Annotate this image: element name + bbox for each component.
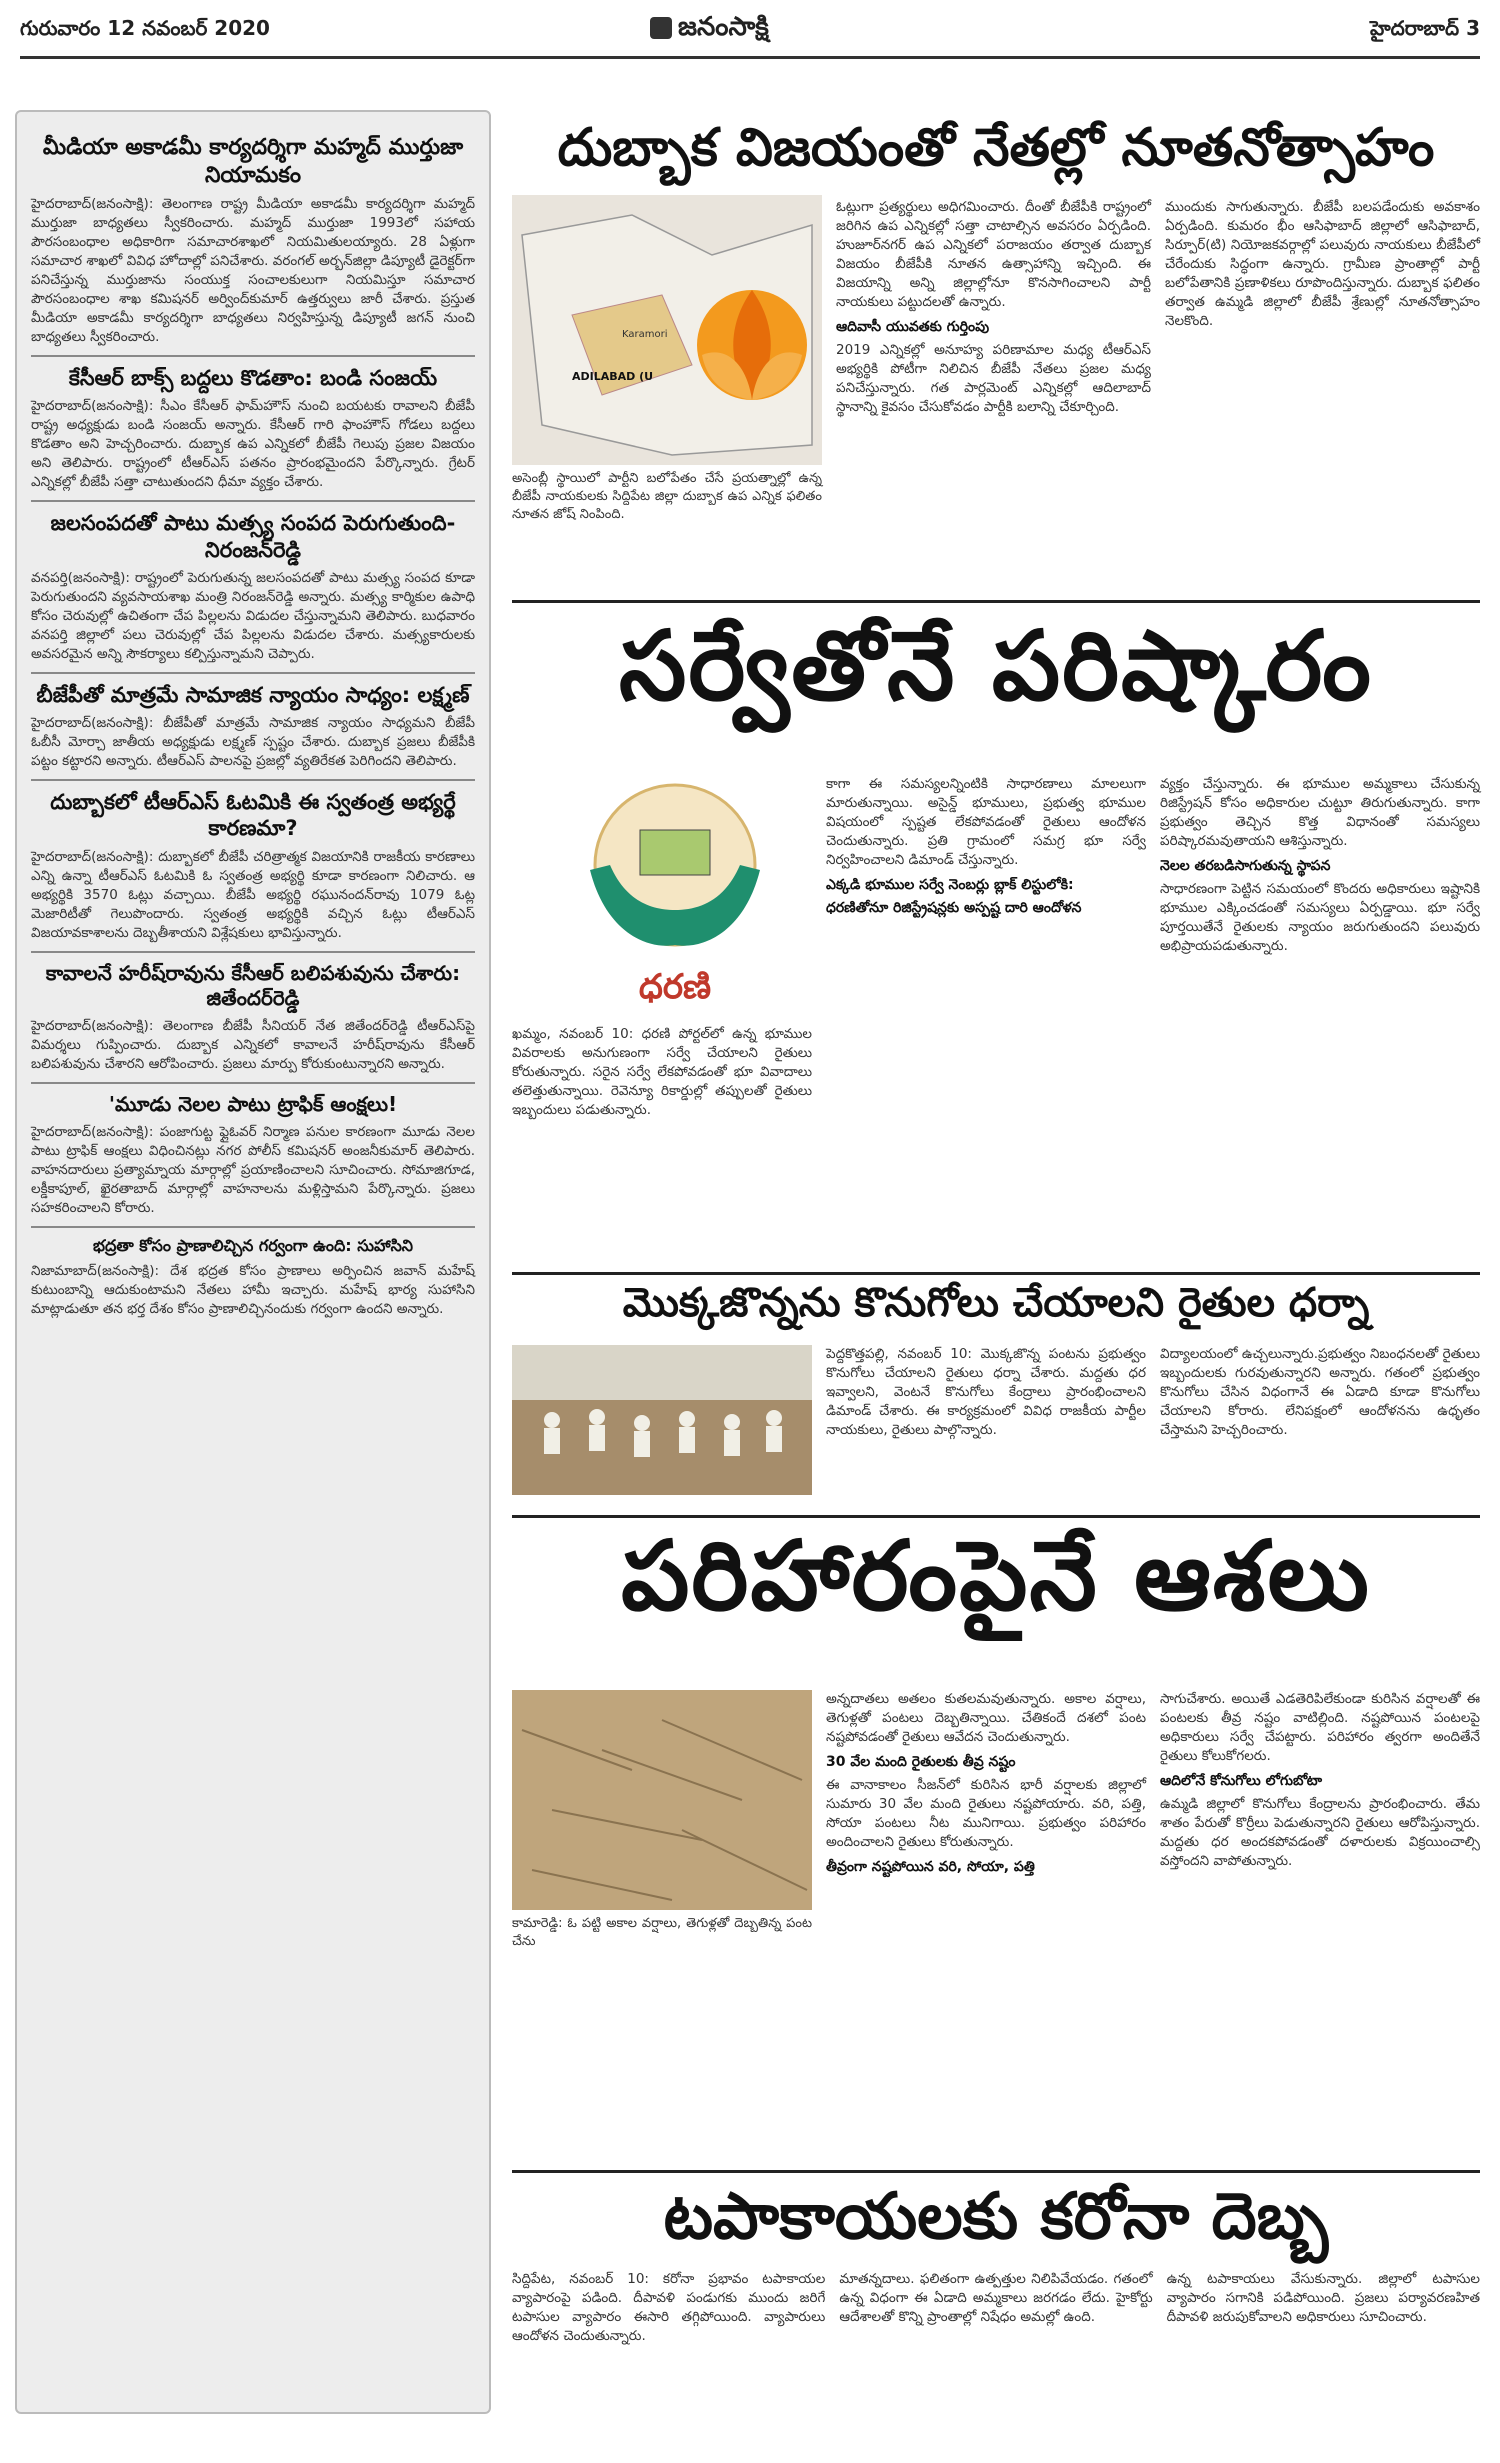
story-survey-body (826, 775, 1480, 1255)
story-subhead: ఆదిలోనే కోనుగోలు లోగుబోటా (1160, 1773, 1323, 1789)
field-background (512, 1690, 812, 1910)
page-header (20, 6, 1480, 59)
story-column (512, 2270, 825, 2420)
sidebar-headline-4: బీజేపీతో మాత్రమే సామాజిక న్యాయం సాధ్యం: లక్ష్మణ్ (36, 682, 470, 707)
headline-farmers-dharna: మొక్కజొన్నను కొనుగోలు చేయాలని రైతుల ధర్నా (622, 1280, 1370, 1326)
dharani-logo (545, 770, 805, 1015)
sky-area (512, 1345, 812, 1400)
story-paragraph: సాగుచేశారు. అయితే ఎడతెరిపిలేకుండా కురిసిన వర్షాలతో ఈ పంటలకు తీవ్ర నష్టం వాటిల్లింది. నష్టపోయిన పంటలపై అధికారులు సర్వే చేపట్టారు. పరిహారం త్వరగా అందితేనే రైతులు కోలుకోగలరు. (1160, 1691, 1480, 1764)
divider (31, 951, 475, 953)
story-paragraph: పెద్దకొత్తపల్లి, నవంబర్ 10: మొక్కజొన్న పంటను ప్రభుత్వం కొనుగోలు చేయాలని రైతులు ధర్నా చేశారు. మద్దతు ధర ఇవ్వాలని, వెంటనే కొనుగోలు కేంద్రాలు ప్రారంభించాలని డిమాండ్ చేశారు. ఈ కార్యక్రమంలో వివిధ రాజకీయ పార్టీల నాయకులు, రైతులు పాల్గొన్నారు. (826, 1346, 1146, 1438)
divider (31, 1082, 475, 1084)
map-label: ADILABAD (U (572, 370, 654, 383)
issue-date: గురువారం 12 నవంబర్ 2020 (20, 16, 270, 40)
story-dubbaka-body (836, 198, 1480, 578)
newspaper-name: జనంసాక్షి (678, 12, 769, 42)
sidebar-story-7: హైదరాబాద్‌(జనంసాక్షి): పంజాగుట్ట ఫ్లైఓవర్ నిర్మాణ పనుల కారణంగా మూడు నెలల పాటు ట్రాఫిక్ ఆంక్షలు విధించినట్లు నగర పోలీస్ కమిషనర్ అంజనీకుమార్ తెలిపారు. వాహనదారులు ప్రత్యామ్నాయ మార్గాల్లో ప్రయాణించాలని సూచించారు. సోమాజిగూడ, లక్డీకాపూల్, ఖైరతాబాద్ మార్గాల్లో వాహనాలను మళ్లిస్తామని పేర్కొన్నారు. ప్రజలు సహకరించాలని కోరారు. (31, 1123, 475, 1216)
sidebar-headline-5: దుబ్బాకలో టీఆర్‌ఎస్ ఓటమికి ఈ స్వతంత్ర అభ్యర్థే కారణమా? (50, 790, 456, 841)
sidebar-news-column (15, 110, 491, 2414)
story-subhead: ఆదివాసీ యువతకు గుర్తింపు (836, 319, 990, 335)
sidebar-story-3: వనపర్తి(జనంసాక్షి): రాష్ట్రంలో పెరుగుతున్న జలసంపదతో పాటు మత్స్య సంపద కూడా పెరుగుతుందని వ్యవసాయశాఖ మంత్రి నిరంజన్‌రెడ్డి అన్నారు. మత్స్య కార్మికుల ఉపాధి కోసం చెరువుల్లో ఉచితంగా చేప పిల్లలను విడుదల చేస్తున్నామని తెలిపారు. బుధవారం వనపర్తి జిల్లాలో పలు చెరువుల్లో చేప పిల్లలను విడుదల చేశారు. మత్స్యకారులకు అవసరమైన అన్ని సౌకర్యాలు కల్పిస్తున్నామని చెప్పారు. (31, 569, 475, 662)
story-paragraph: ఈ వానాకాలం సీజన్‌లో కురిసిన భారీ వర్షాలకు జిల్లాలో సుమారు 30 వేల మంది రైతులు నష్టపోయారు. వరి, పత్తి, సోయా పంటలు నీట మునిగాయి. ప్రభుత్వం పరిహారం అందించాలని రైతులు కోరుతున్నారు. (826, 1777, 1146, 1850)
story-subhead: 30 వేల మంది రైతులకు తీవ్ర నష్టం (826, 1754, 1016, 1770)
dharani-emblem (545, 770, 805, 1015)
sidebar-headline-3: జలసంపదతో పాటు మత్స్య సంపద పెరుగుతుంది- నిరంజన్‌రెడ్డి (50, 511, 456, 562)
page-number: 3 (1466, 16, 1480, 40)
story-column (1165, 198, 1480, 578)
sidebar-story-6: హైదరాబాద్‌(జనంసాక్షి): తెలంగాణ బీజేపీ సీనియర్ నేత జితేందర్‌రెడ్డి టీఆర్‌ఎస్‌పై విమర్శలు గుప్పించారు. దుబ్బాక ఎన్నికలో కావాలనే హరీష్‌రావును కేసీఆర్ బలిపశువును చేశారని ఆరోపించారు. ప్రజలు మార్పు కోరుకుంటున్నారని అన్నారు. (31, 1017, 475, 1072)
section-divider (512, 1515, 1480, 1518)
section-divider (512, 600, 1480, 603)
sidebar-story-1: హైదరాబాద్‌(జనంసాక్షి): తెలంగాణ రాష్ట్ర మీడియా అకాడమీ కార్యదర్శిగా మహ్మద్ ముర్తుజా బాధ్యతలు స్వీకరించారు. మహ్మద్ ముర్తుజా 1993లో సహాయ పౌరసంబంధాల అధికారిగా సమాచారశాఖలో నియమితులయ్యారు. 28 ఏళ్లుగా సమాచార శాఖలో వివిధ హోదాల్లో పనిచేశారు. వరంగల్ అర్బన్‌జిల్లా డిప్యూటీ డైరెక్టర్‌గా పనిచేస్తున్న ముర్తుజాను సంయుక్త సంచాలకులుగా నియమిస్తూ సమాచార పౌరసంబంధాల శాఖ కమిషనర్ అర్వింద్‌కుమార్ ఉత్తర్వులు జారీ చేశారు. ప్రస్తుత మీడియా అకాడమీ కార్యదర్శిగా బాధ్యతలు నిర్వహిస్తున్న డిప్యూటీ జగన్ నుంచి బాధ్యతలు స్వీకరించారు. (31, 196, 475, 345)
city-name: హైదరాబాద్ (1370, 16, 1460, 40)
headline-survey: సర్వేతోనే పరిష్కారం (619, 610, 1373, 722)
dharani-text: ధరణి (638, 967, 712, 1007)
story-paragraph: అన్నదాతలు అతలం కుతలమవుతున్నారు. అకాల వర్షాలు, తెగుళ్లతో పంటలు దెబ్బతిన్నాయి. చేతికందే దశలో పంట నష్టపోవడంతో రైతులు ఆవేదన చెందుతున్నారు. (826, 1691, 1146, 1745)
sidebar-headline-8: భద్రతా కోసం ప్రాణాలిచ్చిన గర్వంగా ఉంది: సుహాసిని (92, 1235, 414, 1255)
map-caption: అసెంబ్లీ స్థాయిలో పార్టీని బలోపేతం చేసే ప్రయత్నాల్లో ఉన్న బీజేపీ నాయకులకు సిద్దిపేట జిల్లా దుబ్బాక ఉప ఎన్నిక ఫలితం నూతన జోష్ నింపింది. (512, 471, 822, 522)
story-column (826, 1345, 1146, 1505)
sidebar-headline-7: 'మూడు నెలల పాటు ట్రాఫిక్ ఆంక్షలు! (108, 1091, 398, 1116)
section-divider (512, 1272, 1480, 1275)
divider (31, 672, 475, 674)
story-paragraph: 2019 ఎన్నికల్లో అనూహ్య పరిణామాల మధ్య టీఆర్‌ఎస్ అభ్యర్థికి పోటీగా నిలిచిన బీజేపీ నేతలు ప్రజల మధ్య పనిచేస్తున్నారు. గత పార్లమెంట్ ఎన్నికల్లో ఆదిలాబాద్ స్థానాన్ని కైవసం చేసుకోవడం పార్టీకి బలాన్ని చేకూర్చింది. (836, 342, 1151, 415)
story-crackers-body (512, 2270, 1480, 2420)
emblem-building (640, 830, 710, 875)
story-paragraph: ఉమ్మడి జిల్లాలో కొనుగోలు కేంద్రాలను ప్రారంభించారు. తేమ శాతం పేరుతో కొర్రీలు పెడుతున్నారని రైతులు ఆరోపిస్తున్నారు. మద్దతు ధర అందకపోవడంతో దళారులకు విక్రయించాల్సి వస్తోందని వాపోతున్నారు. (1160, 1796, 1480, 1869)
story-column (826, 775, 1146, 1255)
divider (31, 779, 475, 781)
section-divider (512, 2170, 1480, 2173)
story-column (512, 1025, 812, 1265)
headline-crackers-corona: టపాకాయలకు కరోనా దెబ్బ (663, 2180, 1329, 2254)
sidebar-story-4: హైదరాబాద్‌(జనంసాక్షి): బీజేపీతో మాత్రమే సామాజిక న్యాయం సాధ్యమని బీజేపీ ఓబీసీ మోర్చా జాతీయ అధ్యక్షుడు లక్ష్మణ్ స్పష్టం చేశారు. దుబ్బాక ప్రజలు బీజేపీకి పట్టం కట్టారని అన్నారు. టీఆర్‌ఎస్ పాలనపై ప్రజల్లో వ్యతిరేకత పెరిగిందని తెలిపారు. (31, 715, 475, 769)
story-column (1160, 1690, 1480, 2140)
farmers-protest-image (512, 1345, 812, 1495)
dharna-photo (512, 1345, 812, 1495)
story-subhead: ధరణితోనూ రిజిస్ట్రేషన్లకు అస్పష్ట దారి ఆందోళన (826, 900, 1082, 916)
story-paragraph: కాగా ఈ సమస్యలన్నింటికి సాధారణాలు మాలలుగా మారుతున్నాయి. అసైన్డ్ భూములు, ప్రభుత్వ భూముల విషయంలో స్పష్టత లేకపోవడంతో రైతులు ఆందోళన చెందుతున్నారు. ప్రతి గ్రామంలో సమగ్ర భూ సర్వే నిర్వహించాలని డిమాండ్ చేస్తున్నారు. (826, 776, 1146, 868)
map-lotus-illustration (512, 195, 822, 465)
story-paragraph: ఓట్లుగా ప్రత్యర్థులు అధిగమించారు. దీంతో బీజేపీకి రాష్ట్రంలో జరిగిన ఉప ఎన్నికల్లో సత్తా చాటాల్సిన అవసరం ఏర్పడింది. హుజూర్‌నగర్ ఉప ఎన్నికలో పరాజయం తర్వాత దుబ్బాక విజయం బీజేపీకి నూతన ఉత్సాహాన్ని ఇచ్చింది. ఈ విజయాన్ని అన్ని జిల్లాల్లోనూ కొనసాగించాలని పార్టీ నాయకులు పట్టుదలతో ఉన్నారు. (836, 199, 1151, 310)
damaged-crop-photo (512, 1690, 812, 1910)
story-paragraph: సాధారణంగా పెట్టిన సమయంలో కొందరు అధికారులు ఇష్టానికి భూముల ఎక్కించడంతో సమస్యలు ఏర్పడ్డాయి. భూ సర్వే పూర్తయితేనే రైతులకు న్యాయం జరుగుతుందని పలువురు అభిప్రాయపడుతున్నారు. (1160, 881, 1480, 954)
headline-compensation: పరిహారంపైనే ఆశలు (621, 1520, 1371, 1632)
crop-field-image (512, 1690, 812, 1910)
sidebar-headline-6: కావాలనే హరీష్‌రావును కేసీఆర్ బలిపశువును చేశారు: జితేందర్‌రెడ్డి (45, 960, 461, 1010)
newspaper-logo (650, 12, 769, 48)
story-subhead: తీవ్రంగా నష్టపోయిన వరి, సోయా, పత్తి (826, 1859, 1035, 1875)
divider (31, 500, 475, 502)
story-column (839, 2270, 1152, 2420)
story-column (826, 1690, 1146, 2140)
story-column (1160, 775, 1480, 1255)
city-page (1370, 16, 1480, 45)
story-paragraph: మాతన్నదాలు. ఫలితంగా ఉత్పత్తుల నిలిపివేయడం. గతంలో ఉన్న విధంగా ఈ ఏడాది అమ్మకాలు జరగడం లేదు. హైకోర్టు ఆదేశాలతో కొన్ని ప్రాంతాల్లో నిషేధం అమల్లో ఉంది. (839, 2271, 1153, 2325)
sidebar-headline-2: కేసీఆర్ బాక్స్ బద్దలు కొడతాం: బండి సంజయ్ (68, 366, 438, 390)
story-column (1167, 2270, 1480, 2420)
divider (31, 355, 475, 357)
sidebar-headline-1: మీడియా అకాడమీ కార్యదర్శిగా మహ్మద్ ముర్తుజా నియామకం (42, 135, 464, 188)
story-survey-lead (512, 1025, 812, 1265)
logo-icon (650, 17, 672, 39)
sidebar-story-5: హైదరాబాద్‌(జనంసాక్షి): దుబ్బాకలో బీజేపీ చరిత్రాత్మక విజయానికి రాజకీయ కారణాలు ఎన్ని ఉన్నా టీఆర్ఎస్ ఓటమికి ఓ స్వతంత్ర అభ్యర్థి కూడా కారణంగా నిలిచారు. ఆ అభ్యర్థికి 3570 ఓట్లు వచ్చాయి. బీజేపీ అభ్యర్థి రఘునందన్‌రావు 1079 ఓట్ల మెజారిటీతో గెలుపొందారు. స్వతంత్ర అభ్యర్థికి వచ్చిన ఓట్లు టీఆర్ఎస్ విజయావకాశాలను దెబ్బతీశాయని విశ్లేషకులు భావిస్తున్నారు. (31, 848, 475, 941)
map-label: Karamori (622, 329, 668, 340)
story-paragraph: విద్యాలయంలో ఉచ్చలున్నారు.ప్రభుత్వం నిబంధనలతో రైతులు ఇబ్బందులకు గురవుతున్నారని అన్నారు. గతంలో ప్రభుత్వం కొనుగోలు చేసిన విధంగానే ఈ ఏడాది కూడా కొనుగోలు చేయాలని కోరారు. లేనిపక్షంలో ఆందోళనను ఉధృతం చేస్తామని హెచ్చరించారు. (1160, 1346, 1480, 1438)
crop-photo-caption: కామారెడ్డి: ఓ పట్టి అకాల వర్షాలు, తెగుళ్లతో దెబ్బతిన్న పంట చేను (512, 1916, 812, 1949)
story-compensation-body (826, 1690, 1480, 2140)
story-subhead: ఎక్కడి భూముల సర్వే నెంబర్లు బ్లాక్ లిస్టులోకి: (826, 877, 1074, 893)
story-paragraph: ఖమ్మం, నవంబర్ 10: ధరణి పోర్టల్‌లో ఉన్న భూముల వివరాలకు అనుగుణంగా సర్వే చేయాలని రైతులు కోరుతున్నారు. సరైన సర్వే లేకపోవడంతో భూ వివాదాలు తలెత్తుతున్నాయి. రెవెన్యూ రికార్డుల్లో తప్పులతో రైతులు ఇబ్బందులు పడుతున్నారు. (512, 1026, 812, 1118)
story-subhead: నెలల తరబడిసాగుతున్న స్థాపన (1160, 858, 1331, 874)
story-paragraph: వ్యక్తం చేస్తున్నారు. ఈ భూముల అమ్మకాలు చేసుకున్న రిజిస్ట్రేషన్ కోసం అధికారుల చుట్టూ తిరుగుతున్నారు. కాగా ప్రభుత్వం తెచ్చిన కొత్త విధానంతో సమస్యలు పరిష్కారమవుతాయని ఆశిస్తున్నారు. (1160, 776, 1480, 849)
divider (31, 1226, 475, 1228)
story-paragraph: ముందుకు సాగుతున్నారు. బీజేపీ బలపడేందుకు అవకాశం ఏర్పడింది. కుమరం భీం ఆసిఫాబాద్ జిల్లాలో ఆసిఫాబాద్, సిర్పూర్(టి) నియోజకవర్గాల్లో పలువురు నాయకులు బీజేపీలో చేరేందుకు సిద్ధంగా ఉన్నారు. గ్రామీణ ప్రాంతాల్లో పార్టీ బలోపేతానికి ప్రణాళికలు రూపొందిస్తున్నారు. దుబ్బాక ఫలితం తర్వాత ఉమ్మడి జిల్లాలో బీజేపీ శ్రేణుల్లో నూతనోత్సాహం నెలకొంది. (1165, 199, 1480, 329)
headline-dubbaka: దుబ్బాక విజయంతో నేతల్లో నూతనోత్సాహం (557, 118, 1435, 178)
story-column (836, 198, 1151, 578)
story-paragraph: ఉన్న టపాకాయలు వేసుకున్నారు. జిల్లాలో టపాసుల వ్యాపారం సగానికి పడిపోయింది. ప్రజలు పర్యావరణహిత దీపావళి జరుపుకోవాలని అధికారులు సూచించారు. (1166, 2271, 1480, 2325)
sidebar-story-8: నిజామాబాద్‌(జనంసాక్షి): దేశ భద్రత కోసం ప్రాణాలు అర్పించిన జవాన్ మహేష్ కుటుంబాన్ని ఆదుకుంటామని నేతలు హామీ ఇచ్చారు. మహేష్ భార్య సుహాసిని మాట్లాడుతూ తన భర్త దేశం కోసం ప్రాణాలిచ్చినందుకు గర్వంగా ఉందని అన్నారు. (31, 1262, 475, 1317)
map-graphic (512, 195, 822, 465)
story-paragraph: సిద్దిపేట, నవంబర్ 10: కరోనా ప్రభావం టపాకాయల వ్యాపారంపై పడింది. దీపావళి పండుగకు ముందు జరిగే టపాసుల వ్యాపారం ఈసారి తగ్గిపోయింది. వ్యాపారులు ఆందోళన చెందుతున్నారు. (512, 2271, 826, 2344)
sidebar-story-2: హైదరాబాద్‌(జనంసాక్షి): సీఎం కేసీఆర్ ఫామ్‌హౌస్ నుంచి బయటకు రావాలని బీజేపీ రాష్ట్ర అధ్యక్షుడు బండి సంజయ్ అన్నారు. కేసీఆర్ గారి ఫాంహౌస్‌ గోడలు బద్దలు కొడతాం అని హెచ్చరించారు. దుబ్బాక ఉప ఎన్నికలో బీజేపీ గెలుపు ప్రజల విజయం అని తెలిపారు. రాష్ట్రంలో టీఆర్‌ఎస్ పతనం ప్రారంభమైందని పేర్కొన్నారు. గ్రేటర్ ఎన్నికల్లో బీజేపీ సత్తా చాటుతుందని ధీమా వ్యక్తం చేశారు. (31, 398, 475, 491)
story-column (1160, 1345, 1480, 1505)
story-dharna-body (826, 1345, 1480, 1505)
